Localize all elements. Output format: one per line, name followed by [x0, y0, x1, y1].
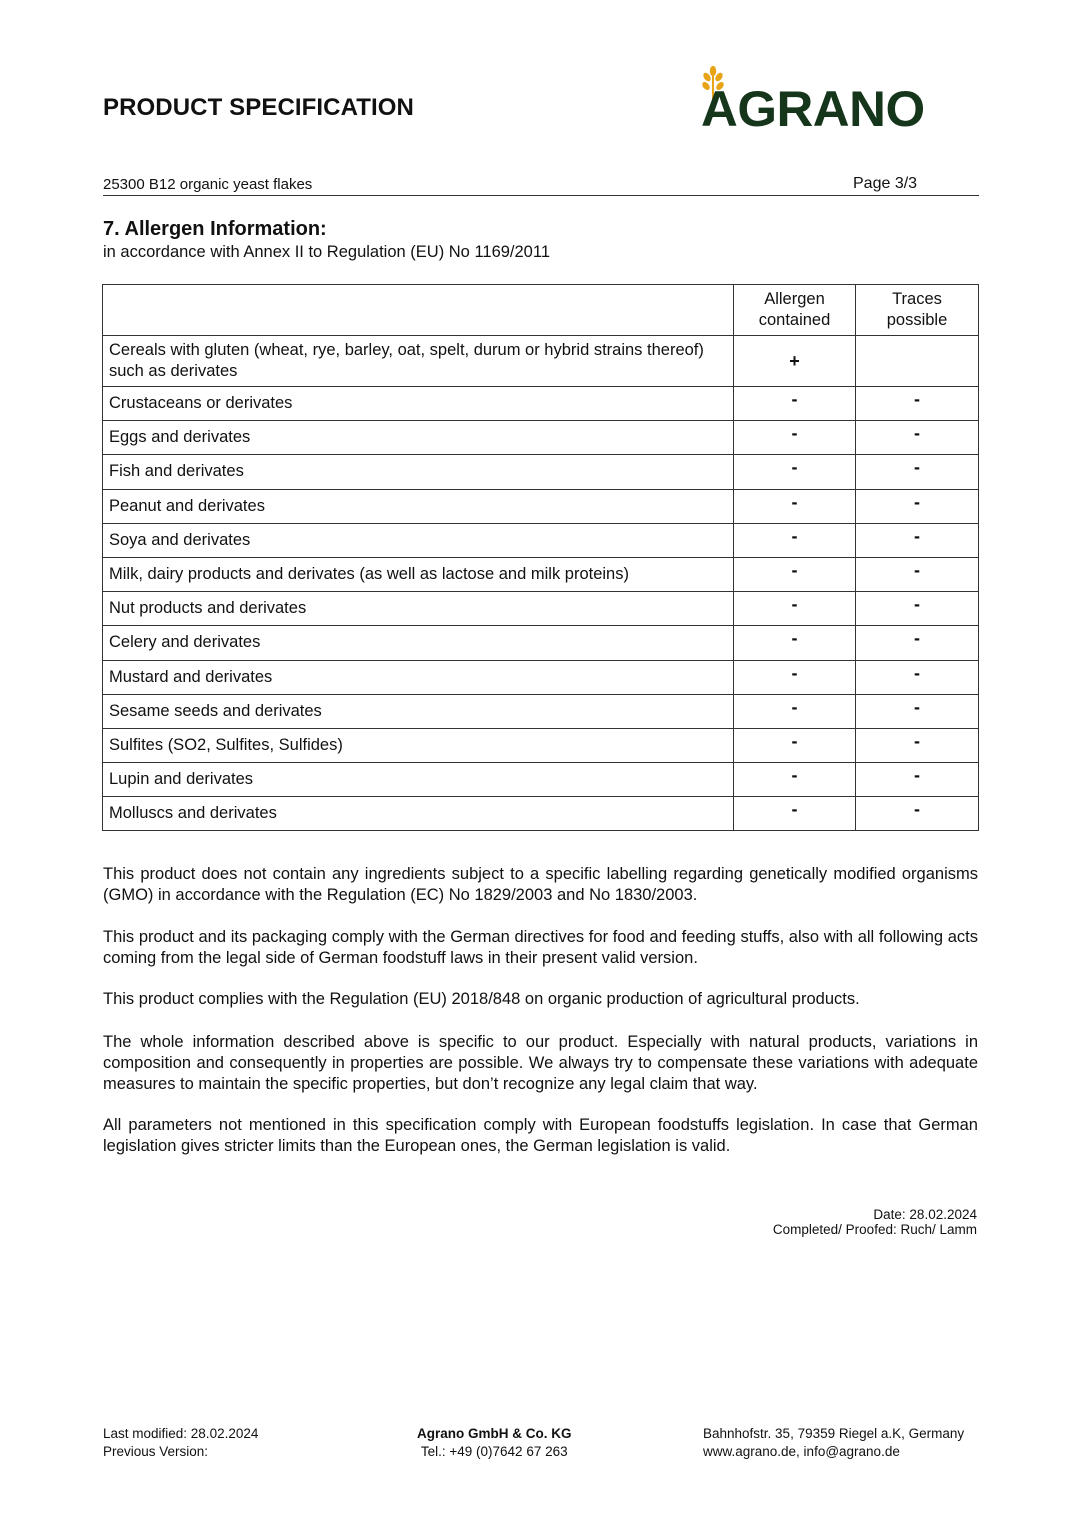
signoff-completed: Completed/ Proofed: Ruch/ Lamm [772, 1222, 977, 1237]
allergen-name: Cereals with gluten (wheat, rye, barley, oat, spelt, durum or hybrid strains thereof) such as derivates [103, 336, 734, 387]
allergen-name: Celery and derivates [103, 626, 734, 660]
table-row [103, 336, 979, 387]
traces-possible-mark: - [856, 694, 979, 728]
allergen-contained-mark: - [734, 797, 856, 831]
traces-possible-mark: - [856, 592, 979, 626]
allergen-name: Fish and derivates [103, 455, 734, 489]
signoff-date: Date: 28.02.2024 [873, 1207, 977, 1222]
traces-possible-mark: - [856, 523, 979, 557]
allergen-contained-mark: - [734, 660, 856, 694]
allergen-contained-mark: - [734, 455, 856, 489]
allergen-name: Sesame seeds and derivates [103, 694, 734, 728]
footer-previous-version: Previous Version: [103, 1444, 209, 1459]
allergen-name: Eggs and derivates [103, 421, 734, 455]
table-row [103, 387, 979, 421]
allergen-table [102, 284, 979, 831]
traces-possible-mark: - [856, 421, 979, 455]
header-contained-line2: contained [758, 311, 831, 329]
header-empty-cell [103, 285, 734, 336]
traces-possible-mark: - [856, 455, 979, 489]
logo-wordmark: AGRANO [701, 81, 925, 137]
allergen-name: Crustaceans or derivates [103, 387, 734, 421]
traces-possible-mark [856, 336, 979, 387]
footer-web: www.agrano.de, info@agrano.de [703, 1444, 900, 1459]
footer-company-info [417, 1425, 572, 1461]
table-row [103, 728, 979, 762]
table-row [103, 523, 979, 557]
allergen-contained-mark: - [734, 592, 856, 626]
allergen-name: Milk, dairy products and derivates (as well as lactose and milk proteins) [103, 557, 734, 591]
table-row [103, 626, 979, 660]
traces-possible-mark: - [856, 489, 979, 523]
traces-possible-mark: - [856, 626, 979, 660]
traces-possible-mark: - [856, 557, 979, 591]
allergen-name: Soya and derivates [103, 523, 734, 557]
header-allergen-contained [734, 285, 856, 336]
table-row [103, 763, 979, 797]
allergen-name: Molluscs and derivates [103, 797, 734, 831]
header-divider [103, 195, 979, 196]
gmo-statement: This product does not contain any ingredients subject to a specific labelling regarding genetically modified organisms (GMO) in accordance with the Regulation (EC) No 1829/2003 and No 1830/2003. [103, 865, 978, 904]
header-contained-line1: Allergen [764, 290, 825, 308]
allergen-contained-mark: - [734, 728, 856, 762]
allergen-contained-mark: - [734, 421, 856, 455]
allergen-name: Nut products and derivates [103, 592, 734, 626]
table-row [103, 455, 979, 489]
document-title: PRODUCT SPECIFICATION [103, 94, 414, 121]
allergen-contained-mark: - [734, 694, 856, 728]
allergen-contained-mark: - [734, 557, 856, 591]
allergen-contained-mark: + [734, 336, 856, 387]
table-row [103, 557, 979, 591]
allergen-contained-mark: - [734, 387, 856, 421]
allergen-name: Peanut and derivates [103, 489, 734, 523]
footer-address: Bahnhofstr. 35, 79359 Riegel a.K, Germany [703, 1426, 965, 1441]
allergen-name: Sulfites (SO2, Sulfites, Sulfides) [103, 728, 734, 762]
allergen-name: Lupin and derivates [103, 763, 734, 797]
compliance-statement: This product and its packaging comply with the German directives for food and feeding stuffs, also with all following acts coming from the legal side of German foodstuff laws in their present valid version. [103, 928, 978, 967]
allergen-contained-mark: - [734, 626, 856, 660]
traces-possible-mark: - [856, 728, 979, 762]
allergen-contained-mark: - [734, 523, 856, 557]
table-row [103, 592, 979, 626]
footer-last-modified: Last modified: 28.02.2024 [103, 1426, 259, 1441]
table-header-row [103, 285, 979, 336]
legislation-statement: All parameters not mentioned in this specification comply with European foodstuffs legislation. In case that German legislation gives stricter limits than the European ones, the German legislation is valid. [103, 1116, 978, 1155]
traces-possible-mark: - [856, 387, 979, 421]
allergen-contained-mark: - [734, 489, 856, 523]
section-title: 7. Allergen Information: [103, 218, 327, 240]
section-subtitle: in accordance with Annex II to Regulation (EU) No 1169/2011 [103, 243, 550, 261]
header-traces-line2: possible [886, 311, 948, 329]
table-row [103, 489, 979, 523]
traces-possible-mark: - [856, 763, 979, 797]
header-traces-line1: Traces [892, 290, 942, 308]
footer-company: Agrano GmbH & Co. KG [417, 1426, 572, 1441]
product-name: 25300 B12 organic yeast flakes [103, 176, 313, 193]
agrano-logo [697, 66, 929, 136]
allergen-name: Mustard and derivates [103, 660, 734, 694]
allergen-contained-mark: - [734, 763, 856, 797]
organic-statement: This product complies with the Regulation (EU) 2018/848 on organic production of agricultural products. [103, 990, 860, 1008]
variation-disclaimer: The whole information described above is specific to our product. Especially with natural products, variations in composition and consequently in properties are possible. We always try to compensate these variations with adequate measures to maintain the specific properties, but don’t recognize any legal claim that way. [103, 1033, 978, 1093]
traces-possible-mark: - [856, 660, 979, 694]
footer-address-info [703, 1425, 964, 1461]
traces-possible-mark: - [856, 797, 979, 831]
page-number: Page 3/3 [853, 175, 918, 192]
header-traces-possible [856, 285, 979, 336]
table-row [103, 660, 979, 694]
footer-version-info [103, 1425, 258, 1461]
footer-phone: Tel.: +49 (0)7642 67 263 [420, 1444, 568, 1459]
table-row [103, 421, 979, 455]
table-row [103, 694, 979, 728]
table-row [103, 797, 979, 831]
